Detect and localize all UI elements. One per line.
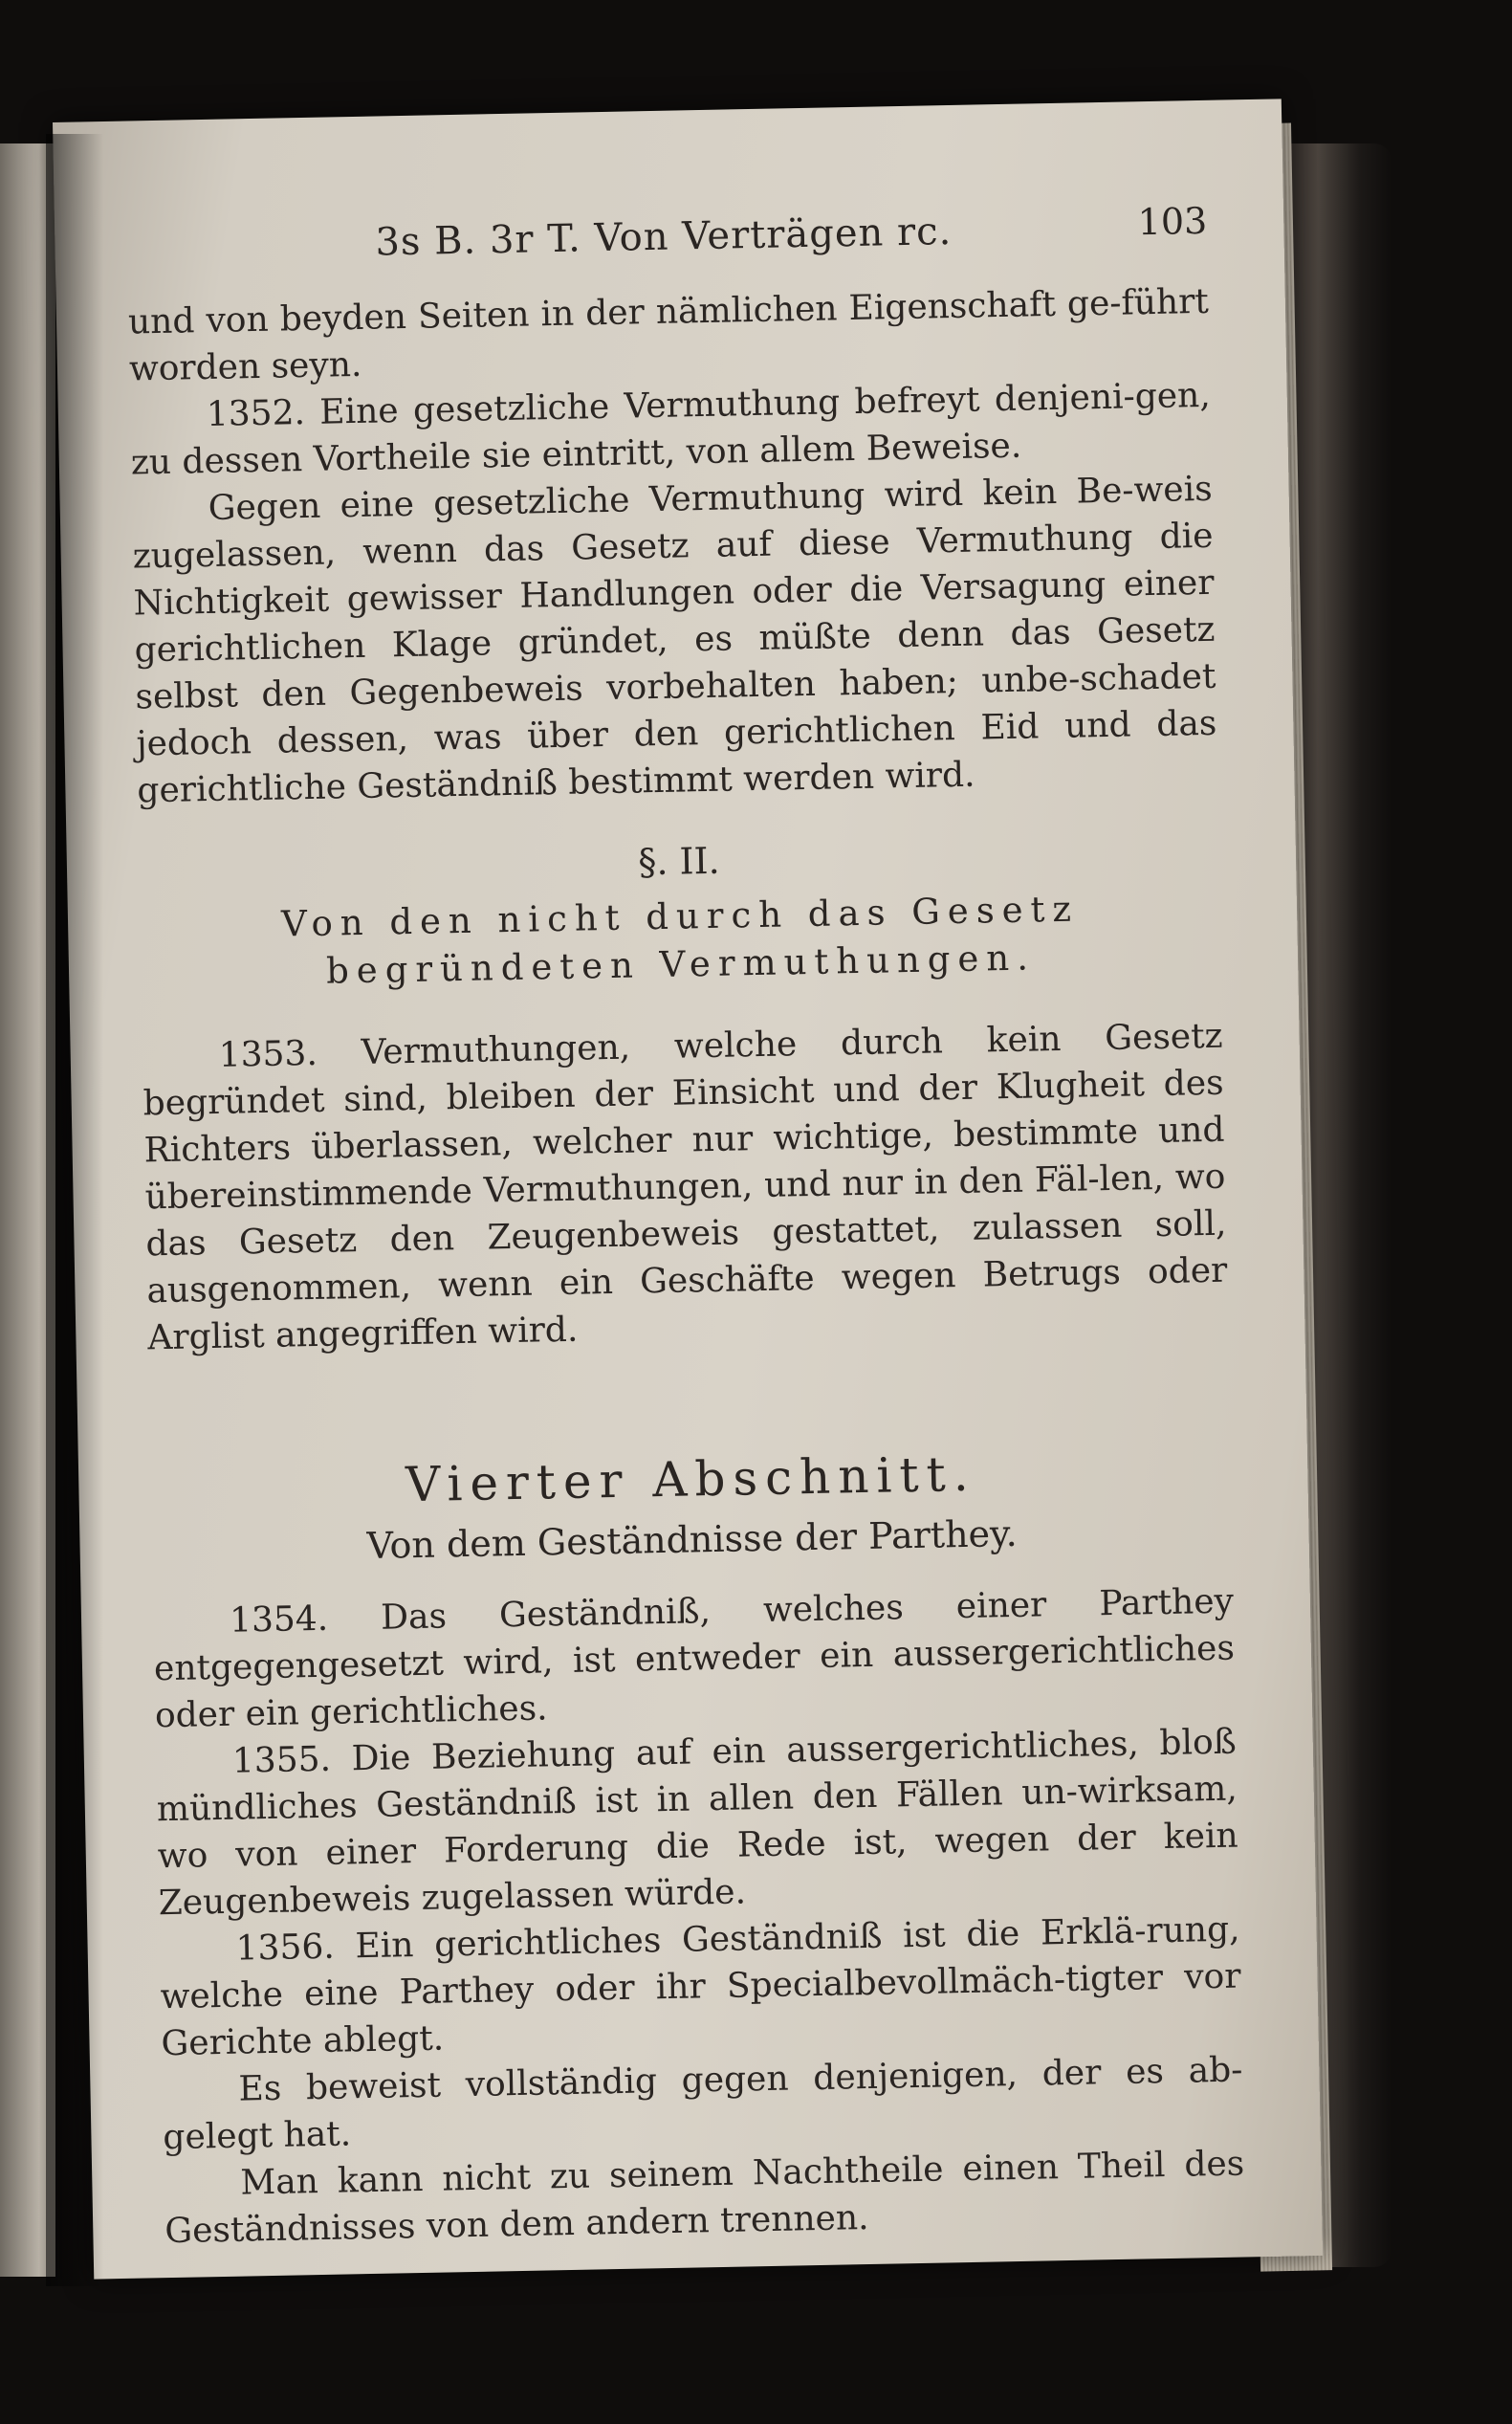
paragraph-1352: 1352. Eine gesetzliche Vermuthung befreyt denjeni-gen, zu dessen Vortheile sie eintritt, von allem Beweise. (130, 375, 1212, 483)
paragraph-continuation: und von beyden Seiten in der nämlichen Eigenschaft ge-führt worden seyn. (127, 281, 1210, 389)
paragraph-1356-indivisible: Man kann nicht zu seinem Nachtheile einen Theil des Geständnisses von dem andern trennen. (164, 2144, 1245, 2252)
running-head-title: 3s B. 3r T. Von Verträgen rc. (375, 209, 953, 265)
paragraph-1356: 1356. Ein gerichtliches Geständniß ist die Erklä-rung, welche eine Parthey oder ihr Specialbevollmäch-tigter vor Gerichte ablegt. (160, 1909, 1241, 2064)
section-title: Von den nicht durch das Gesetz begründeten Vermuthungen. (280, 888, 1080, 992)
chapter-subtitle: Von dem Geständnisse der Parthey. (366, 1511, 1018, 1567)
paragraph-1354: 1354. Das Geständniß, welches einer Parthey entgegengesetzt wird, ist entweder ein aussergerichtliches oder ein gerichtliches. (153, 1581, 1236, 1736)
book-page (53, 99, 1323, 2279)
paragraph-1355: 1355. Die Beziehung auf ein aussergerichtliches, bloß mündliches Geständniß ist in allen den Fällen un-wirksam, wo von einer Forderung die Rede ist, wegen der kein Zeugenbeweis zugelassen würde. (156, 1722, 1239, 1924)
paragraph-1353: 1353. Vermuthungen, welche durch kein Gesetz begründet sind, bleiben der Einsicht und der Klugheit des Richters überlassen, welcher nur wichtige, bestimmte und übereinstimmende Vermuthungen, und nur in den Fäl-len, wo das Gesetz den Zeugenbeweis gestattet, zulassen soll, ausgenommen, wenn ein Geschäfte wegen Betrugs oder Arglist angegriffen wird. (142, 1016, 1228, 1358)
gutter-shadow (46, 134, 103, 2286)
page-content (126, 199, 1246, 2255)
running-head (126, 199, 1208, 282)
paragraph-1352-counterproof: Gegen eine gesetzliche Vermuthung wird kein Be-weis zugelassen, wenn das Gesetz auf diese Vermuthung die Nichtigkeit gewisser Handlungen oder die Versagung einer gerichtlichen Klage gründet, es müßte denn das Gesetz selbst den Gegenbeweis vorbehalten haben; unbe-schadet jedoch dessen, was über den gerichtlichen Eid und das gerichtliche Geständniß bestimmt werden wird. (132, 469, 1217, 811)
page-number: 103 (1137, 199, 1208, 244)
chapter-title: Vierter Abschnitt. (405, 1445, 977, 1513)
section-sign: §. II. (637, 839, 720, 884)
paragraph-1356-proof: Es beweist vollständig gegen denjenigen, der es ab-gelegt hat. (163, 2050, 1243, 2158)
